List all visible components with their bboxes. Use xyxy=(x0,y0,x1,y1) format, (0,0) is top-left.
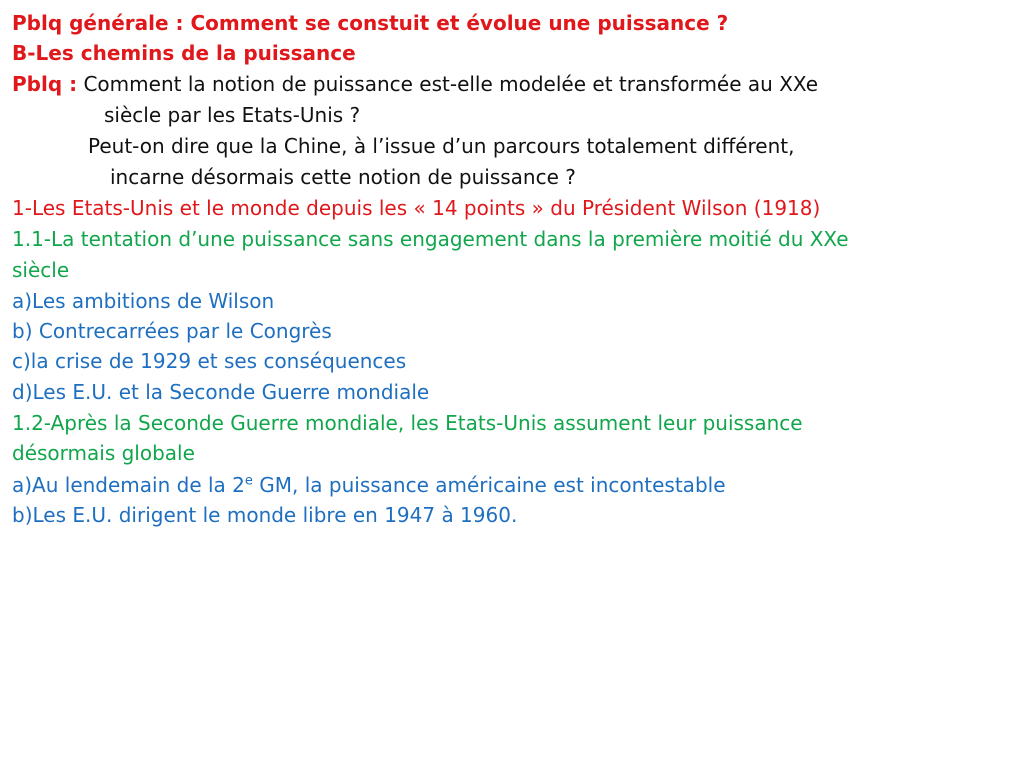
outline-item-1-1-d: d)Les E.U. et la Seconde Guerre mondiale xyxy=(12,380,430,404)
outline-item-1-1-c: c)la crise de 1929 et ses conséquences xyxy=(12,349,407,373)
chapter-title: B-Les chemins de la puissance xyxy=(12,41,356,65)
problem-label: Pblq : xyxy=(12,72,78,96)
problem-question-2: Peut-on dire que la Chine, à l’issue d’un parcours totalement différent, xyxy=(88,134,795,158)
outline-item-1-1-a: a)Les ambitions de Wilson xyxy=(12,289,275,313)
outline-item-1-2-a xyxy=(12,470,726,500)
problem-question-1-continuation: siècle par les Etats-Unis ? xyxy=(104,103,361,127)
subsection-1-1-heading-continuation: siècle xyxy=(12,258,70,282)
subsection-1-2-heading-continuation: désormais globale xyxy=(12,441,195,465)
problem-question-1 xyxy=(12,69,818,99)
ordinal-superscript: e xyxy=(244,473,253,489)
outline-item-1-2-b: b)Les E.U. dirigent le monde libre en 1947 à 1960. xyxy=(12,503,518,527)
subsection-1-2-heading: 1.2-Après la Seconde Guerre mondiale, les Etats-Unis assument leur puissance xyxy=(12,411,803,435)
section-1-heading: 1-Les Etats-Unis et le monde depuis les « 14 points » du Président Wilson (1918) xyxy=(12,196,821,220)
outline-item-1-2-a-text-start: a)Au lendemain de la 2 xyxy=(12,473,245,497)
general-problem-title: Pblq générale : Comment se constuit et évolue une puissance ? xyxy=(12,11,729,35)
outline-item-1-1-b: b) Contrecarrées par le Congrès xyxy=(12,319,332,343)
outline-item-1-2-a-text-end: GM, la puissance américaine est incontestable xyxy=(252,473,726,497)
problem-question-1-text: Comment la notion de puissance est-elle modelée et transformée au XXe xyxy=(83,72,818,96)
subsection-1-1-heading: 1.1-La tentation d’une puissance sans engagement dans la première moitié du XXe xyxy=(12,227,849,251)
problem-question-2-continuation: incarne désormais cette notion de puissance ? xyxy=(110,165,576,189)
